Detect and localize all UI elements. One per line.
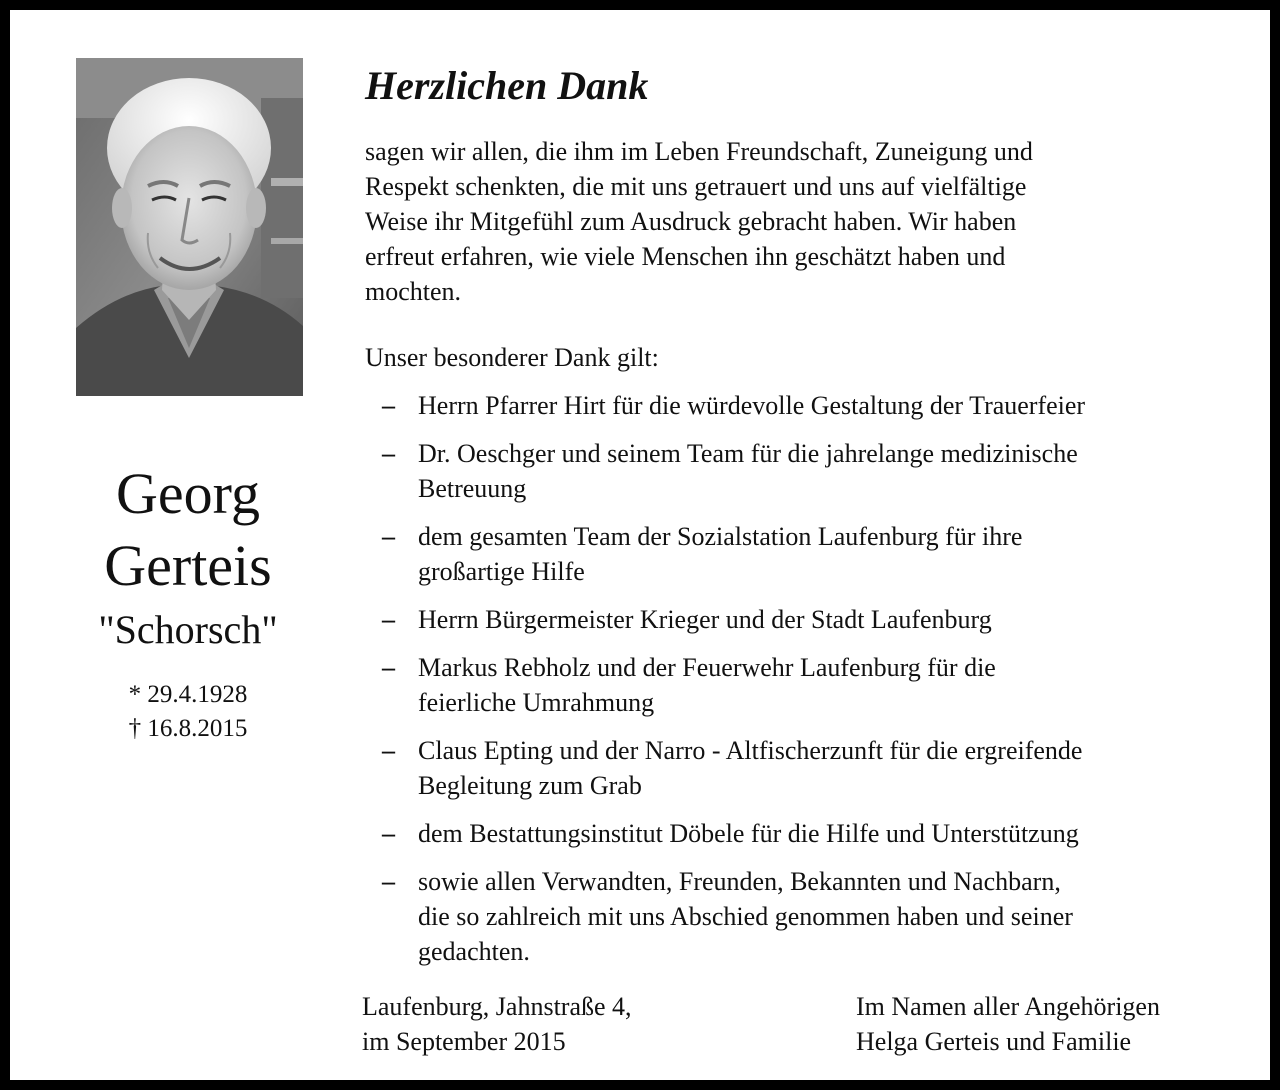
address-line: Laufenburg, Jahnstraße 4, bbox=[362, 992, 632, 1021]
signature-line: Helga Gerteis und Familie bbox=[856, 1027, 1132, 1056]
intro-line: Respekt schenkten, die mit uns getrauert und uns auf vielfältige bbox=[365, 172, 1027, 201]
list-item-text: Herrn Bürgermeister Krieger und der Stadt Laufenburg bbox=[418, 605, 992, 634]
dash-bullet: – bbox=[382, 439, 395, 468]
list-item bbox=[382, 733, 1262, 803]
intro-paragraph bbox=[365, 134, 1245, 309]
thanks-list bbox=[382, 388, 1262, 982]
birth-date: * 29.4.1928 bbox=[128, 681, 248, 708]
list-item-text: gedachten. bbox=[418, 937, 530, 966]
list-item-text: Markus Rebholz und der Feuerwehr Laufenburg für die bbox=[418, 653, 996, 682]
list-item bbox=[382, 650, 1262, 720]
place-and-date bbox=[362, 989, 632, 1059]
deceased-info bbox=[50, 458, 326, 746]
intro-line: sagen wir allen, die ihm im Leben Freundschaft, Zuneigung und bbox=[365, 137, 1033, 166]
dash-bullet: – bbox=[382, 605, 395, 634]
dash-bullet: – bbox=[382, 653, 395, 682]
headline: Herzlichen Dank bbox=[365, 63, 649, 108]
signature-block bbox=[856, 989, 1160, 1059]
thanks-label: Unser besonderer Dank gilt: bbox=[365, 343, 659, 372]
list-item bbox=[382, 864, 1262, 969]
life-dates bbox=[50, 678, 326, 746]
dash-bullet: – bbox=[382, 522, 395, 551]
first-name: Georg bbox=[116, 461, 260, 526]
list-item-text: feierliche Umrahmung bbox=[418, 688, 655, 717]
list-item bbox=[382, 816, 1262, 851]
list-item-text: sowie allen Verwandten, Freunden, Bekannten und Nachbarn, bbox=[418, 867, 1061, 896]
list-item-text: die so zahlreich mit uns Abschied genommen haben und seiner bbox=[418, 902, 1073, 931]
list-item-text: großartige Hilfe bbox=[418, 557, 585, 586]
list-item-text: Dr. Oeschger und seinem Team für die jahrelange medizinische bbox=[418, 439, 1078, 468]
list-item-text: dem Bestattungsinstitut Döbele für die Hilfe und Unterstützung bbox=[418, 819, 1079, 848]
dash-bullet: – bbox=[382, 391, 395, 420]
list-item bbox=[382, 436, 1262, 506]
list-item-text: Begleitung zum Grab bbox=[418, 771, 642, 800]
date-line: im September 2015 bbox=[362, 1027, 566, 1056]
intro-line: mochten. bbox=[365, 277, 462, 306]
dash-bullet: – bbox=[382, 819, 395, 848]
dash-bullet: – bbox=[382, 867, 395, 896]
portrait-photo bbox=[76, 58, 303, 396]
list-item-text: Herrn Pfarrer Hirt für die würdevolle Gestaltung der Trauerfeier bbox=[418, 391, 1086, 420]
list-item bbox=[382, 519, 1262, 589]
list-item bbox=[382, 388, 1262, 423]
list-item-text: Claus Epting und der Narro - Altfischerzunft für die ergreifende bbox=[418, 736, 1083, 765]
signature-line: Im Namen aller Angehörigen bbox=[856, 992, 1160, 1021]
last-name: Gerteis bbox=[104, 533, 272, 598]
intro-line: Weise ihr Mitgefühl zum Ausdruck gebracht haben. Wir haben bbox=[365, 207, 1017, 236]
nickname: "Schorsch" bbox=[98, 607, 278, 652]
death-date: † 16.8.2015 bbox=[128, 715, 248, 742]
list-item-text: dem gesamten Team der Sozialstation Laufenburg für ihre bbox=[418, 522, 1023, 551]
portrait-icon bbox=[76, 58, 303, 396]
dash-bullet: – bbox=[382, 736, 395, 765]
list-item-text: Betreuung bbox=[418, 474, 527, 503]
intro-line: erfreut erfahren, wie viele Menschen ihn geschätzt haben und bbox=[365, 242, 1006, 271]
list-item bbox=[382, 602, 1262, 637]
